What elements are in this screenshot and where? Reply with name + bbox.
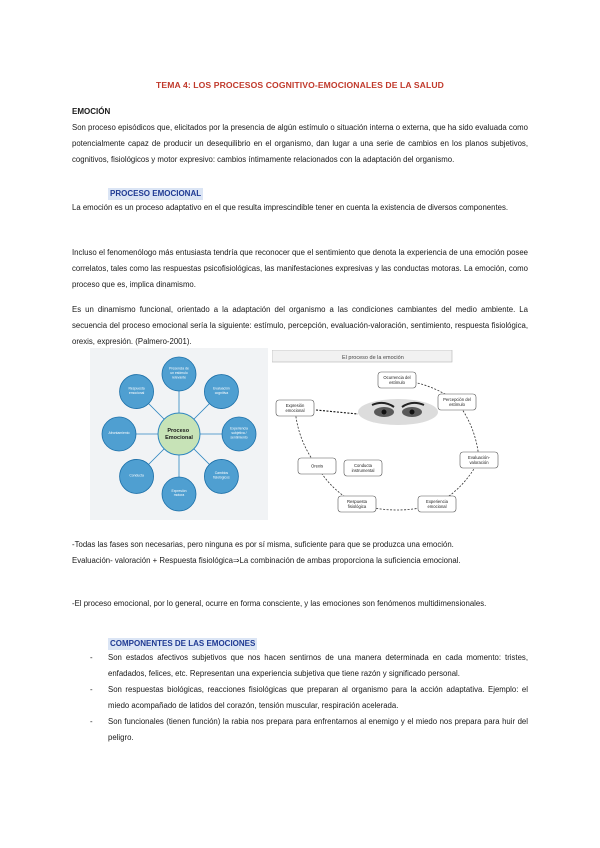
list-item: - Son funcionales (tienen función) la rabia nos prepara para enfrentarnos al enemigo y el miedo nos prepara para huir del peligro. bbox=[90, 714, 528, 746]
center-circle bbox=[158, 413, 200, 455]
emocion-text: Son proceso episódicos que, elicitados por la presencia de algún estímulo o situación interna o externa, que ha sido evaluada como potencialmente capaz de producir un desequilibrio en el organismo, dan lugar a una serie de cambios en los planos subjetivos, cognitivos, fisiológicos y motor expresivo: cambios íntimamente relacionados con la adaptación del organismo. bbox=[72, 123, 528, 164]
emocion-heading: EMOCIÓN bbox=[72, 107, 111, 116]
face-illustration bbox=[358, 399, 438, 425]
componentes-heading: COMPONENTES DE LAS EMOCIONES bbox=[110, 639, 256, 648]
cycle-diagram-svg bbox=[272, 350, 518, 526]
cycle-box-label: Evaluación-valoración bbox=[468, 455, 490, 465]
radial-node bbox=[120, 459, 154, 493]
list-item: - Son estados afectivos subjetivos que nos hacen sentirnos de una manera determinada en cada momento: tristes, enfadados, felices, etc. Representan una experiencia subjetiva que tiene razón y significado personal. bbox=[90, 650, 528, 682]
center-label: Proceso Emocional bbox=[165, 428, 193, 441]
cycle-box-label: Ocurrencia del estímulo bbox=[383, 375, 411, 385]
radial-node-label: Respuesta emocional bbox=[128, 386, 145, 395]
cycle-box bbox=[460, 452, 498, 468]
cycle-arrow bbox=[295, 408, 317, 466]
cycle-box-label: Conducta instrumental bbox=[351, 463, 375, 473]
emocion-section bbox=[72, 104, 528, 168]
cycle-box-label: Expresión emocional bbox=[285, 403, 305, 413]
radial-node-label: Cambios fisiológicos bbox=[213, 471, 230, 480]
radial-node bbox=[204, 375, 238, 409]
cycle-caption: El proceso de la emoción bbox=[342, 355, 404, 361]
after-p2: Evaluación- valoración + Respuesta fisiológica⇒La combinación de ambas proporciona la suficiencia emocional. bbox=[72, 556, 461, 565]
cycle-box-label: Percepción del estímulo bbox=[443, 397, 471, 407]
cycle-box-label: Experiencia emocional bbox=[426, 499, 448, 509]
proceso-p3: Es un dinamismo funcional, orientado a la adaptación del organismo a las condiciones cambiantes del medio ambiente. La secuencia del proceso emocional sería la siguiente: estímulo, percepción, evaluación-valoración, sentimiento, respuesta fisiológica, orexis, expresión. (Palmero-2001). bbox=[72, 305, 528, 346]
proceso-heading: PROCESO EMOCIONAL bbox=[110, 189, 202, 198]
document-title: TEMA 4: LOS PROCESOS COGNITIVO-EMOCIONALES DE LA SALUD bbox=[156, 80, 444, 90]
after-p1: -Todas las fases son necesarias, pero ninguna es por sí misma, suficiente para que se produzca una emoción. bbox=[72, 540, 454, 549]
cycle-box-label: Orexis bbox=[310, 463, 324, 469]
cycle-diagram bbox=[272, 350, 518, 526]
radial-diagram bbox=[90, 348, 268, 520]
cycle-box bbox=[344, 460, 382, 476]
list-item: - Son respuestas biológicas, reacciones fisiológicas que preparan al organismo para la acción adaptativa. Ejemplo: el miedo acompañado de latidos del corazón, tensión muscular, respiración acelerada. bbox=[90, 682, 528, 714]
radial-node bbox=[204, 459, 238, 493]
cycle-box bbox=[378, 372, 416, 388]
radial-diagram-svg bbox=[90, 348, 268, 520]
cycle-box bbox=[338, 496, 376, 512]
cycle-box bbox=[276, 400, 314, 416]
radial-node-label: Afrontamiento bbox=[108, 431, 130, 435]
radial-node bbox=[222, 417, 256, 451]
radial-node bbox=[162, 477, 196, 511]
cycle-box-label: Respuesta fisiológica bbox=[346, 499, 368, 509]
radial-node-label: Expresión motora bbox=[171, 488, 187, 498]
radial-node-label: Evaluación cognitiva bbox=[213, 386, 230, 395]
radial-node bbox=[120, 375, 154, 409]
radial-node-label: Presencia de un estímulo relevante bbox=[169, 366, 189, 380]
cycle-box bbox=[438, 394, 476, 410]
cycle-box bbox=[298, 458, 336, 474]
proceso-p1: La emoción es un proceso adaptativo en el que resulta imprescindible tener en cuenta la existencia de diversos componentes. bbox=[72, 203, 509, 212]
radial-node bbox=[162, 357, 196, 391]
radial-node-label: Conducta bbox=[129, 473, 144, 478]
radial-node-label: Experiencia subjetiva / sentimiento bbox=[230, 426, 248, 440]
face-arrow bbox=[316, 410, 358, 414]
cycle-box bbox=[418, 496, 456, 512]
after-p3: -El proceso emocional, por lo general, ocurre en forma consciente, y las emociones son fenómenos multidimensionales. bbox=[72, 599, 487, 608]
proceso-p2: Incluso el fenomenólogo más entusiasta tendría que reconocer que el sentimiento que denota la experiencia de una emoción posee correlatos, tales como las respuestas psicofisiológicas, las manifestaciones expresivas y las conductas motoras. La emoción, como proceso que es, implica dinamismo. bbox=[72, 248, 528, 289]
radial-node bbox=[102, 417, 136, 451]
componentes-list bbox=[90, 650, 528, 746]
cycle-arrow bbox=[457, 402, 479, 460]
